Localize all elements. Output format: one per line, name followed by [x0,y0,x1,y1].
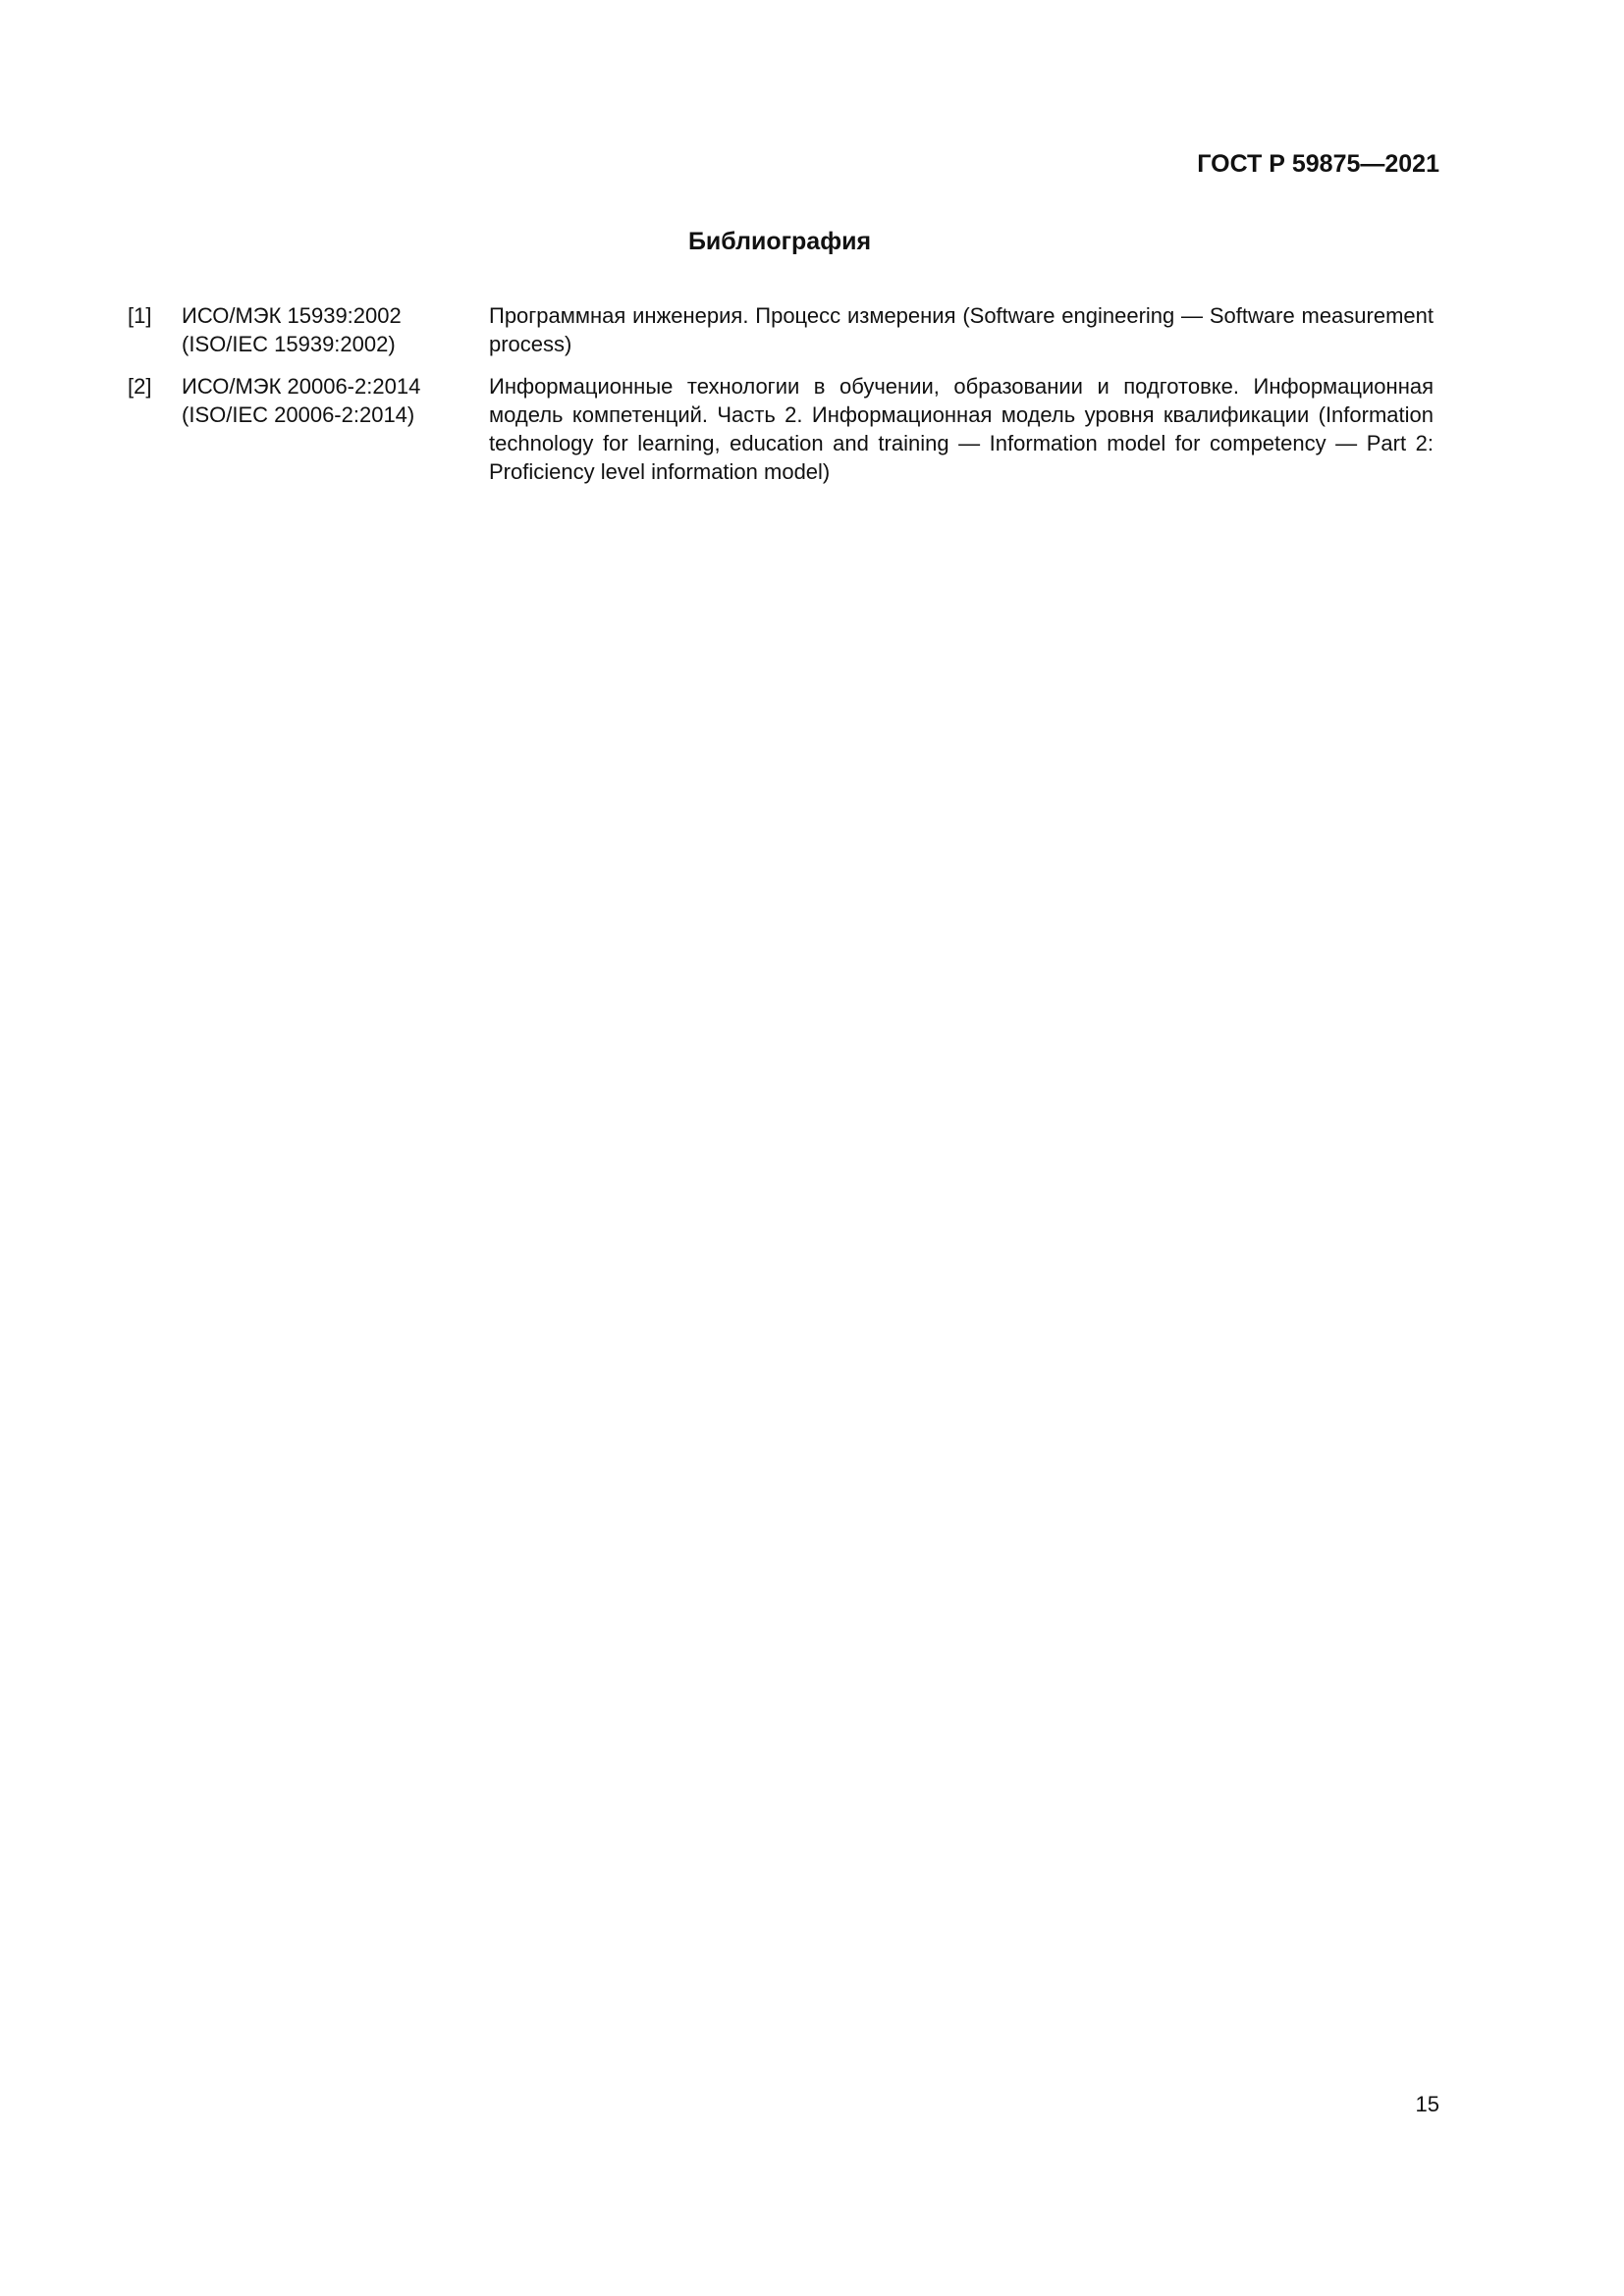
standard-ru: ИСО/МЭК 20006-2:2014 [182,374,421,399]
section-title: Библиография [687,228,872,255]
entry-standard [182,372,489,486]
standard-ru: ИСО/МЭК 15939:2002 [182,303,402,328]
standard-en: (ISO/IEC 20006-2:2014) [182,402,415,427]
page-number: 15 [1415,2092,1439,2116]
entry-description: Программная инженерия. Процесс измерения (Software engineering — Software measurement process) [489,303,1434,356]
bibliography-list [128,301,1434,500]
standard-en: (ISO/IEC 15939:2002) [182,332,396,356]
bibliography-entry [128,301,1434,358]
entry-standard [182,301,489,358]
document-header-id: ГОСТ Р 59875—2021 [1197,150,1439,178]
entry-number: [1] [128,303,152,328]
entry-number: [2] [128,374,152,399]
entry-description: Информационные технологии в обучении, образовании и подготовке. Информационная модель компетенций. Часть 2. Информационная модель уровня квалификации (Information technology for learning, education and training — Information model for competency — Part 2: Proficiency level information model) [489,374,1434,484]
bibliography-entry [128,372,1434,486]
